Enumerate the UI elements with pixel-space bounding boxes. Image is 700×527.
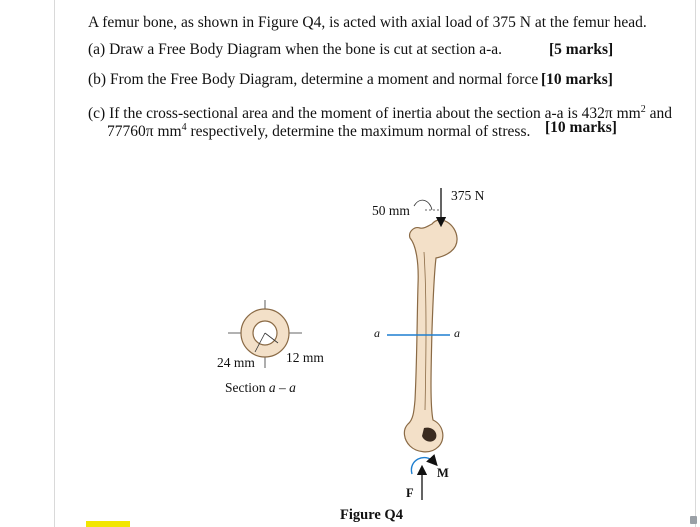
section-title-text: Section [225, 380, 269, 395]
part-c-exponent-4: 4 [181, 122, 187, 133]
part-c-line-1-text: (c) If the cross-sectional area and the moment of inertia about the section a-a is 432π mm [88, 105, 641, 123]
part-c-line-2-text: 77760π mm [107, 123, 182, 141]
section-title-variable: a – a [268, 380, 296, 395]
offset-dimension-arc [414, 200, 432, 210]
load-label: 375 N [451, 188, 485, 203]
question-intro: A femur bone, as shown in Figure Q4, is acted with axial load of 375 N at the femur head. [88, 14, 647, 31]
moment-label: M [437, 466, 449, 480]
part-a-text: (a) Draw a Free Body Diagram when the bone is cut at section a-a. [88, 41, 503, 58]
figure-caption: Figure Q4 [340, 507, 403, 523]
section-label-left: a [374, 326, 380, 340]
part-c-line-1-end: and [645, 105, 672, 123]
offset-label: 50 mm [372, 203, 410, 218]
highlight-mark [86, 521, 130, 527]
inner-diameter-label: 12 mm [286, 350, 324, 365]
femur-outline [404, 220, 457, 452]
part-c-exponent-2: 2 [640, 104, 646, 115]
scroll-indicator [690, 516, 697, 524]
section-title [225, 380, 296, 396]
part-c-marks: [10 marks] [545, 119, 617, 136]
section-label-right: a [454, 326, 460, 340]
moment-arrow [411, 458, 434, 474]
part-c-line-2-end: respectively, determine the maximum normal of stress. [186, 123, 531, 141]
part-a-marks: [5 marks] [549, 41, 614, 58]
part-b-marks: [10 marks] [541, 71, 613, 88]
part-b-text: (b) From the Free Body Diagram, determine a moment and normal force [88, 71, 539, 88]
femur-bone [404, 220, 457, 452]
force-label: F [406, 486, 414, 500]
outer-diameter-label: 24 mm [217, 355, 255, 370]
